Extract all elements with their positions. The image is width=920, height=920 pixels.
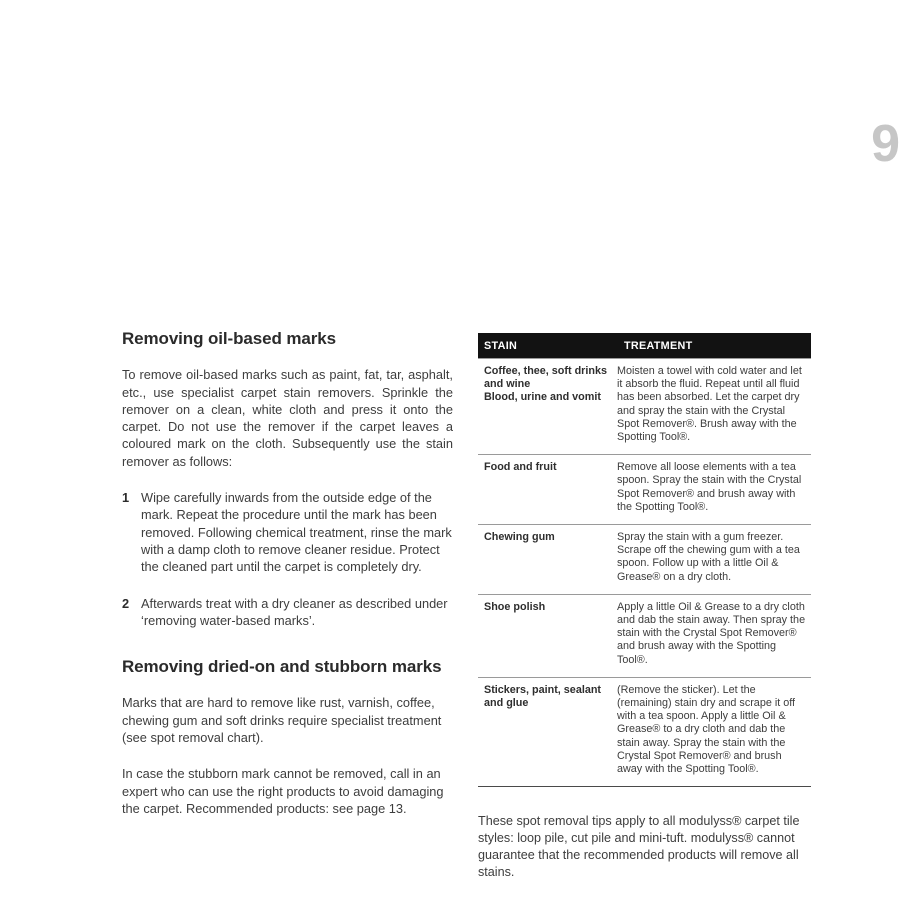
paragraph-stubborn-marks: Marks that are hard to remove like rust, varnish, coffee, chewing gum and soft drinks require specialist treatment (see spot removal chart). bbox=[122, 695, 442, 746]
stain-cell bbox=[478, 601, 617, 667]
footer-note: These spot removal tips apply to all modulyss® carpet tile styles: loop pile, cut pile and mini-tuft. modulyss® cannot guarantee that the recommended products will remove all stains. bbox=[478, 814, 800, 880]
stain-text: Shoe polish bbox=[484, 600, 546, 613]
item-text: Afterwards treat with a dry cleaner as described under ‘removing water-based marks’. bbox=[141, 595, 448, 628]
right-column bbox=[478, 333, 811, 894]
stain-cell bbox=[478, 461, 617, 514]
left-column bbox=[122, 330, 453, 836]
numbered-item-1 bbox=[122, 489, 453, 575]
treatment-cell: (Remove the sticker). Let the (remaining) stain dry and scrape it off with a tea spoon. Apply a little Oil & Grease® to a dry cloth and dab the stain away. Spray the stain with the Crystal Spot Remover® and brush away with the Spotting Tool®. bbox=[617, 683, 796, 776]
column-header-stain: STAIN bbox=[484, 340, 518, 352]
heading-removing-dried-on-marks: Removing dried-on and stubborn marks bbox=[122, 657, 442, 677]
item-text: Wipe carefully inwards from the outside edge of the mark. Repeat the procedure until the mark has been removed. Following chemical treatment, rinse the mark with a damp cloth to remove cleaner residue. Protect the cleaned part until the carpet is completely dry. bbox=[141, 490, 452, 575]
item-number: 2 bbox=[122, 595, 130, 611]
stain-text: Coffee, thee, soft drinks and wine bbox=[484, 365, 607, 391]
numbered-item-2 bbox=[122, 595, 453, 630]
table-row bbox=[478, 524, 811, 594]
table-row bbox=[478, 677, 811, 786]
stain-text: Food and fruit bbox=[484, 461, 557, 474]
column-header-treatment: TREATMENT bbox=[624, 340, 693, 352]
stain-cell bbox=[478, 684, 617, 776]
stain-text: Chewing gum bbox=[484, 531, 555, 544]
stain-text: Stickers, paint, sealant and glue bbox=[484, 683, 602, 710]
stain-cell bbox=[478, 531, 617, 584]
stain-cell bbox=[478, 365, 617, 444]
intro-paragraph: To remove oil-based marks such as paint, fat, tar, asphalt, etc., use specialist carpet stain removers. Sprinkle the remover on a clean, white cloth and press it onto the carpet. Do not use the remover if the carpet leaves a coloured mark on the cloth. Subsequently use the stain remover as follows: bbox=[122, 367, 453, 469]
treatment-cell: Spray the stain with a gum freezer. Scrape off the chewing gum with a tea spoon. Follow up with a little Oil & Grease® on a dry cloth. bbox=[617, 531, 800, 583]
treatment-cell: Moisten a towel with cold water and let it absorb the fluid. Repeat until all fluid has been absorbed. Let the carpet dry and spray the stain with the Crystal Spot Remover®. Brush away with the Spotting Tool®. bbox=[617, 365, 802, 444]
table-row bbox=[478, 358, 811, 454]
stain-text: Blood, urine and vomit bbox=[484, 391, 601, 404]
paragraph-expert: In case the stubborn mark cannot be removed, call in an expert who can use the right products to avoid damaging the carpet. Recommended products: see page 13. bbox=[122, 766, 444, 816]
item-number: 1 bbox=[122, 490, 130, 506]
page-number: 9 bbox=[871, 115, 900, 173]
spot-removal-table bbox=[478, 333, 811, 787]
table-header-row bbox=[478, 333, 811, 358]
table-row bbox=[478, 594, 811, 677]
treatment-cell: Remove all loose elements with a tea spoon. Spray the stain with the Crystal Spot Remover® and brush away with the Spotting Tool®. bbox=[617, 461, 802, 513]
treatment-cell: Apply a little Oil & Grease to a dry cloth and dab the stain away. Then spray the stain with the Crystal Spot Remover® and brush away with the Spotting Tool®. bbox=[617, 600, 806, 666]
table-row bbox=[478, 454, 811, 524]
heading-removing-oil-based-marks: Removing oil-based marks bbox=[122, 329, 336, 348]
